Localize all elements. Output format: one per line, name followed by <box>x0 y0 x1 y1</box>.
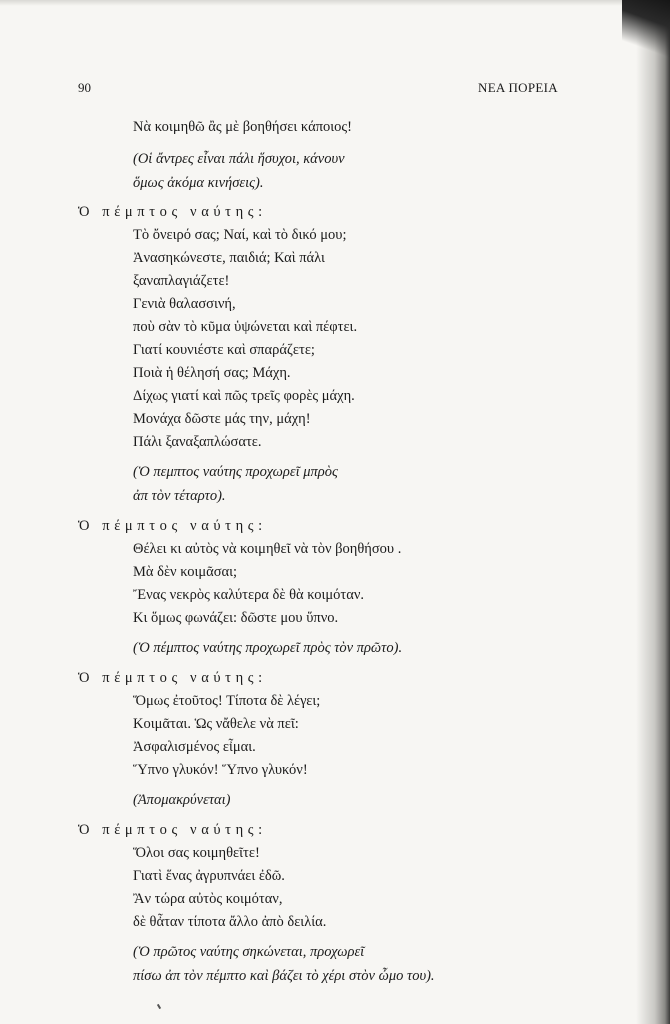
page-top-shade <box>0 0 670 6</box>
verse-line: Ἀσφαλισμένος εἶμαι. <box>133 739 256 755</box>
verse-line: Νὰ κοιμηθῶ ἂς μὲ βοηθήσει κάποιος! <box>133 119 352 135</box>
page-corner-shadow <box>622 0 670 60</box>
verse-line: Ἀνασηκώνεστε, παιδιά; Καὶ πάλι <box>133 250 325 266</box>
stage-direction: (Οἱ ἄντρες εἶναι πάλι ἥσυχοι, κάνουν <box>133 151 345 167</box>
verse-line: Ποιὰ ἡ θέλησή σας; Μάχη. <box>133 365 291 381</box>
speaker-label: Ὁ πέμπτος ναύτης: <box>78 670 267 686</box>
verse-line: Γιατί κουνιέστε καὶ σπαράζετε; <box>133 342 315 358</box>
verse-line: Μονάχα δῶστε μάς την, μάχη! <box>133 411 311 427</box>
running-title: ΝΕΑ ΠΟΡΕΙΑ <box>478 80 558 95</box>
verse-line: Ἔνας νεκρὸς καλύτερα δὲ θὰ κοιμόταν. <box>133 587 365 603</box>
stray-ink-mark <box>157 1004 161 1009</box>
verse-line: Δίχως γιατί καὶ πῶς τρεῖς φορὲς μάχη. <box>133 388 355 404</box>
speaker-label: Ὁ πέμπτος ναύτης: <box>78 822 267 838</box>
speaker-label: Ὁ πέμπτος ναύτης: <box>78 204 267 220</box>
speaker-label: Ὁ πέμπτος ναύτης: <box>78 518 267 534</box>
verse-line: Γενιὰ θαλασσινή, <box>133 296 236 312</box>
verse-line: Θέλει κι αὐτὸς νὰ κοιμηθεῖ νὰ τὸν βοηθήσου . <box>133 541 402 557</box>
verse-line: Ὕπνο γλυκόν! Ὕπνο γλυκόν! <box>133 762 308 778</box>
verse-line: Μὰ δὲν κοιμᾶσαι; <box>133 564 238 580</box>
stage-direction: πίσω ἀπ τὸν πέμπτο καὶ βάζει τὸ χέρι στὸν ὦμο του). <box>133 968 435 984</box>
verse-line: Τὸ ὄνειρό σας; Ναί, καὶ τὸ δικό μου; <box>133 227 347 243</box>
verse-line: Ὅμως ἐτοῦτος! Τίποτα δὲ λέγει; <box>133 693 321 709</box>
verse-line: Ἂν τώρα αὐτὸς κοιμόταν, <box>133 891 283 907</box>
stage-direction: (Ὁ πεμπτος ναύτης προχωρεῖ μπρὸς <box>133 464 338 480</box>
verse-line: Κοιμᾶται. Ὡς νἄθελε νὰ πεῖ: <box>133 716 299 732</box>
page-number: 90 <box>78 80 91 95</box>
verse-line: Ὅλοι σας κοιμηθεῖτε! <box>133 845 260 861</box>
stage-direction: (Ὁ πέμπτος ναύτης προχωρεῖ πρὸς τὸν πρῶτο). <box>133 640 403 656</box>
verse-line: Γιατὶ ἕνας ἀγρυπνάει ἐδῶ. <box>133 868 285 884</box>
verse-line: Πάλι ξαναξαπλώσατε. <box>133 434 262 450</box>
binding-shadow <box>636 0 670 1024</box>
verse-line: δὲ θἆταν τίποτα ἄλλο ἀπὸ δειλία. <box>133 914 327 930</box>
stage-direction: (Ὁ πρῶτος ναύτης σηκώνεται, προχωρεῖ <box>133 944 365 960</box>
verse-line: ποὺ σὰν τὸ κῦμα ὑψώνεται καὶ πέφτει. <box>133 319 358 335</box>
verse-line: ξαναπλαγιάζετε! <box>133 273 230 289</box>
stage-direction: ἀπ τὸν τέταρτο). <box>133 488 226 504</box>
stage-direction: ὅμως ἀκόμα κινήσεις). <box>133 175 264 191</box>
verse-line: Κι ὅμως φωνάζει: δῶστε μου ὕπνο. <box>133 610 339 626</box>
stage-direction: (Ἀπομακρύνεται) <box>133 792 231 808</box>
